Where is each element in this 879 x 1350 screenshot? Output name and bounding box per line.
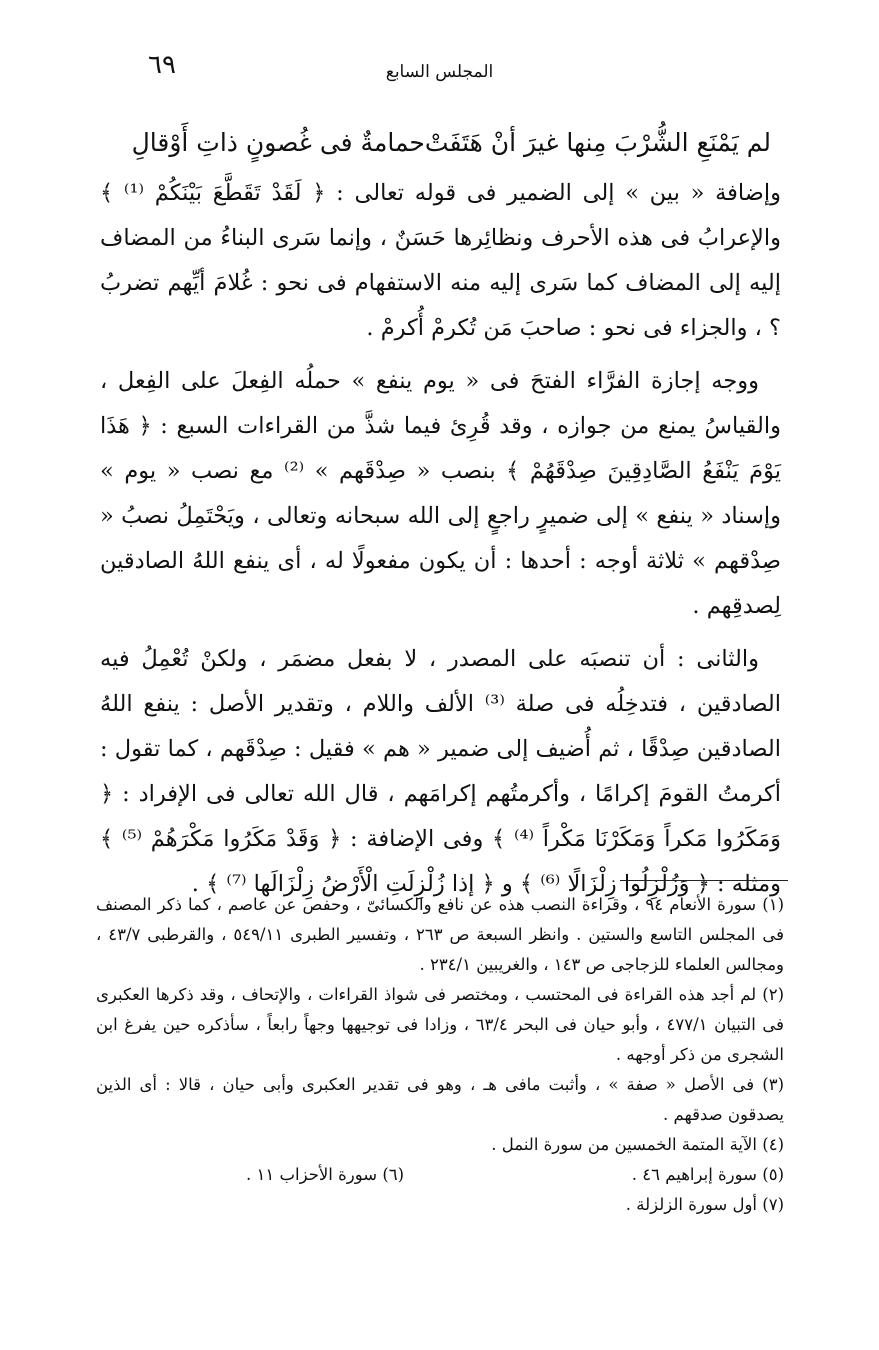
paragraph: ووجه إجازة الفرَّاء الفتحَ فى « يوم ينفع » حملُه الفِعلَ على الفِعل ، والقياسُ يمنع من جوازه ، وقد قُرِئ فيما شذَّ من القراءات السبع : ﴿ هَذَا يَوْمَ يَنْفَعُ الصَّادِقِينَ صِدْقَهُمْ ﴾ بنصب « صِدْقَهم » ⁽²⁾ مع نصب « يوم » وإسناد « ينفع » إلى ضميرٍ راجعٍ إلى الله سبحانه وتعالى ، ويَحْتَمِلُ نصبُ « صِدْقهم » ثلاثة أوجه : أحدها : أن يكون مفعولًا له ، أى ينفع اللهُ الصادقين لِصدقِهم . (100, 368, 781, 619)
footnote-pair (96, 1160, 784, 1190)
footnote: (٧) أول سورة الزلزلة . (625, 1195, 784, 1214)
footnote: (٣) فى الأصل « صفة » ، وأثبت مافى هـ ، وهو فى تقدير العكبرى وأبى حيان ، قالا : أى الذين يصدقون صدقهم . (96, 1075, 784, 1124)
verse-second-hemistich: حمامةٌ فى غُصونٍ ذاتِ أَوْقالِ (131, 128, 425, 157)
poetry-verse (100, 120, 781, 165)
footnote: (٥) سورة إبراهيم ٤٦ . (631, 1165, 784, 1184)
page-number: ٦٩ (148, 50, 176, 80)
footnote: (١) سورة الأنعام ٩٤ ، وقراءة النصب هذه عن نافع والكسائىّ ، وحفص عن عاصم ، كما ذكر المصنف فى المجلس التاسع والستين . وانظر السبعة ص ٢٦٣ ، وتفسير الطبرى ٥٤٩/١١ ، والقرطبى ٤٣/٧ ، ومجالس العلماء للزجاجى ص ١٤٣ ، والغريبين ٢٣٤/١ . (96, 895, 784, 974)
main-text (100, 120, 781, 915)
verse-first-hemistich: لم يَمْنَعِ الشُّرْبَ مِنها غيرَ أنْ هَتَفَتْ (424, 128, 771, 157)
footnote: (٤) الآية المتمة الخمسين من سورة النمل . (491, 1135, 784, 1154)
footnote: (٦) سورة الأحزاب ١١ . (246, 1165, 405, 1184)
running-header: المجلس السابع (385, 62, 494, 82)
paragraph: وإضافة « بين » إلى الضمير فى قوله تعالى : ﴿ لَقَدْ تَقَطَّعَ بَيْنَكُمْ ⁽¹⁾ ﴾ والإعرابُ فى هذه الأحرف ونظائِرها حَسَنٌ ، وإنما سَرى البناءُ من المضاف إليه إلى المضاف كما سَرى إليه منه الاستفهام فى نحو : غُلامَ أيِّهم تضربُ ؟ ، والجزاء فى نحو : صاحبَ مَن تُكرمْ أُكرمْ . (100, 180, 781, 341)
footnotes (96, 890, 784, 1220)
footnote-separator (620, 880, 788, 881)
paragraph: والثانى : أن تنصبَه على المصدر ، لا بفعل مضمَر ، ولكنْ تُعْمِلُ فيه الصادقين ، فتدخِلُه فى صلة ⁽³⁾ الألف واللام ، وتقدير الأصل : ينفع اللهُ الصادقين صِدْقًا ، ثم أُضيف إلى ضمير « هم » فقيل : صِدْقَهم ، كما تقول : أكرمتُ القومَ إكرامًا ، وأكرمتُهم إكرامَهم ، قال الله تعالى فى الإفراد : ﴿ وَمَكَرُوا مَكراً وَمَكَرْنَا مَكْراً ⁽⁴⁾ ﴾ وفى الإضافة : ﴿ وَقَدْ مَكَرُوا مَكْرَهُمْ ⁽⁵⁾ ﴾ ومثله : ﴿ وَزُلْزِلُوا زِلْزَالًا ⁽⁶⁾ ﴾ و ﴿ إذا زُلْزِلَتِ الْأَرْضُ زِلْزَالَها ⁽⁷⁾ ﴾ . (100, 646, 782, 897)
footnote: (٢) لم أجد هذه القراءة فى المحتسب ، ومختصر فى شواذ القراءات ، والإتحاف ، وقد ذكرها العكبرى فى التبيان ٤٧٧/١ ، وأبو حيان فى البحر ٦٣/٤ ، وزادا فى توجيهها وجهاً رابعاً ، سأذكره حين يفرغ ابن الشجرى من ذكر أوجهه . (96, 985, 785, 1064)
